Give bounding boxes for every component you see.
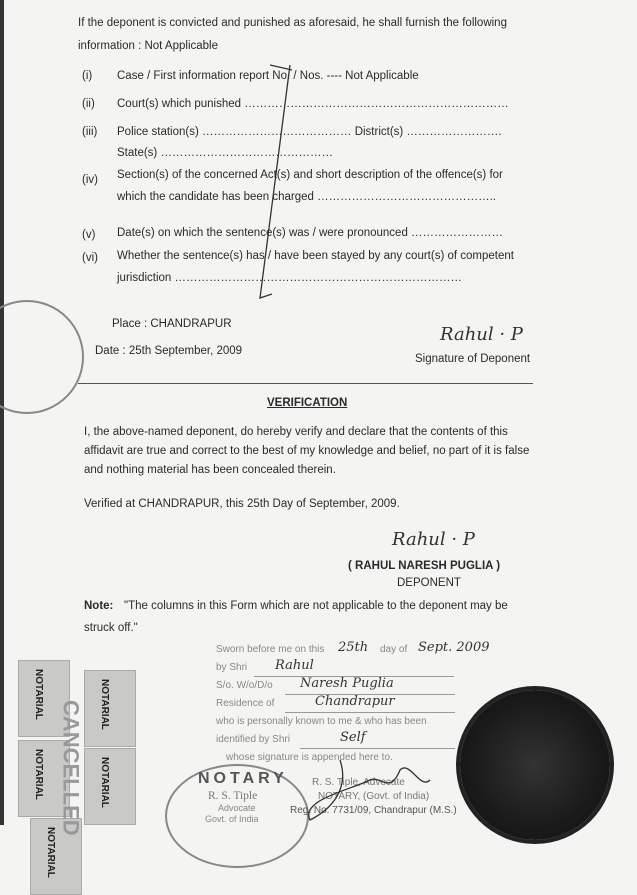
signature-label: Signature of Deponent xyxy=(415,353,531,365)
so-value: Naresh Puglia xyxy=(300,676,394,691)
note-label: Note: xyxy=(84,600,114,612)
item-number: (i) xyxy=(82,70,93,82)
by-value: Rahul xyxy=(275,658,314,673)
ticket-label: NOTARIAL xyxy=(99,679,110,730)
deponent-role: DEPONENT xyxy=(397,577,461,589)
personally-known: who is personally known to me & who has been xyxy=(216,716,427,727)
scan-edge xyxy=(0,0,4,825)
verification-line: affidavit are true and correct to the best of my knowledge and belief, no part of it is false xyxy=(84,445,530,457)
place: Place : CHANDRAPUR xyxy=(112,318,232,330)
ticket-label: NOTARIAL xyxy=(33,669,44,720)
residence-value: Chandrapur xyxy=(315,694,395,709)
sworn-label: Sworn before me on this xyxy=(216,644,325,655)
advocate: R. S. Tiple, Advocate xyxy=(312,777,405,788)
item-text: jurisdiction ………………………………………………………………… xyxy=(117,272,463,284)
notary-stamp-partial xyxy=(0,300,84,414)
day-of-label: day of xyxy=(380,644,408,655)
ticket-label: NOTARIAL xyxy=(45,827,56,878)
item-text: Date(s) on which the sentence(s) was / were pronounced …………………… xyxy=(117,227,504,239)
notarial-ticket xyxy=(84,670,136,747)
item-number: (iv) xyxy=(82,174,98,186)
form-line xyxy=(300,748,455,749)
cancelled-stamp: CANCELLED xyxy=(58,700,84,836)
verification-title: VERIFICATION xyxy=(267,397,348,409)
verification-line: I, the above-named deponent, do hereby verify and declare that the contents of this xyxy=(84,426,508,438)
sworn-month: Sept. 2009 xyxy=(418,640,490,655)
notary-seal xyxy=(460,690,610,840)
item-text: State(s) ……………………………………… xyxy=(117,147,333,159)
by-label: by Shri xyxy=(216,662,248,673)
notary-govt-india: NOTARY, (Govt. of India) xyxy=(318,791,430,802)
item-number: (vi) xyxy=(82,252,98,264)
identified-label: identified by Shri xyxy=(216,734,290,745)
notary-name: R. S. Tiple xyxy=(208,790,258,802)
residence-label: Residence of xyxy=(216,698,275,709)
notary-signature xyxy=(290,750,450,825)
item-number: (ii) xyxy=(82,98,95,110)
deponent-name: ( RAHUL NARESH PUGLIA ) xyxy=(348,560,501,572)
divider xyxy=(78,383,533,384)
deponent-signature: Rahul · P xyxy=(440,324,523,345)
item-text: Police station(s) ………………………………… District(s) ……………………. xyxy=(117,126,502,138)
item-text: Court(s) which punished …………………………………………………………… xyxy=(117,98,509,110)
notarial-ticket xyxy=(84,748,136,825)
verification-line: and nothing material has been concealed therein. xyxy=(84,464,336,476)
sworn-day: 25th xyxy=(338,640,369,655)
item-text: Section(s) of the concerned Act(s) and short description of the offence(s) for xyxy=(117,169,503,181)
intro-line-1: If the deponent is convicted and punished as aforesaid, he shall furnish the following xyxy=(78,17,507,29)
deponent-signature-2: Rahul · P xyxy=(392,529,475,550)
so-label: S/o. W/o/D/o xyxy=(216,680,273,691)
date: Date : 25th September, 2009 xyxy=(95,345,243,357)
note-text-2: struck off." xyxy=(84,622,138,634)
ticket-label: NOTARIAL xyxy=(99,757,110,808)
item-text: Whether the sentence(s) has / have been stayed by any court(s) of competent xyxy=(117,250,514,262)
item-number: (iii) xyxy=(82,126,98,138)
strike-through-mark xyxy=(240,60,300,305)
item-number: (v) xyxy=(82,229,96,241)
item-text: Case / First information report No. / Nos. ---- Not Applicable xyxy=(117,70,419,82)
ticket-label: NOTARIAL xyxy=(33,749,44,800)
notary-stamp-text: NOTARY xyxy=(198,770,288,787)
reg-number: Reg. No. 7731/09, Chandrapur (M.S.) xyxy=(290,805,457,816)
notary-govt: Govt. of India xyxy=(205,814,259,824)
verified-at: Verified at CHANDRAPUR, this 25th Day of September, 2009. xyxy=(84,498,400,510)
identified-value: Self xyxy=(340,730,366,745)
form-line xyxy=(285,712,455,713)
note-text: "The columns in this Form which are not applicable to the deponent may be xyxy=(124,600,508,612)
item-text: which the candidate has been charged ……………………………………….. xyxy=(117,191,497,203)
signature-appended: whose signature is appended here to. xyxy=(226,752,393,763)
intro-line-2: information : Not Applicable xyxy=(78,40,218,52)
notary-role: Advocate xyxy=(218,803,256,813)
